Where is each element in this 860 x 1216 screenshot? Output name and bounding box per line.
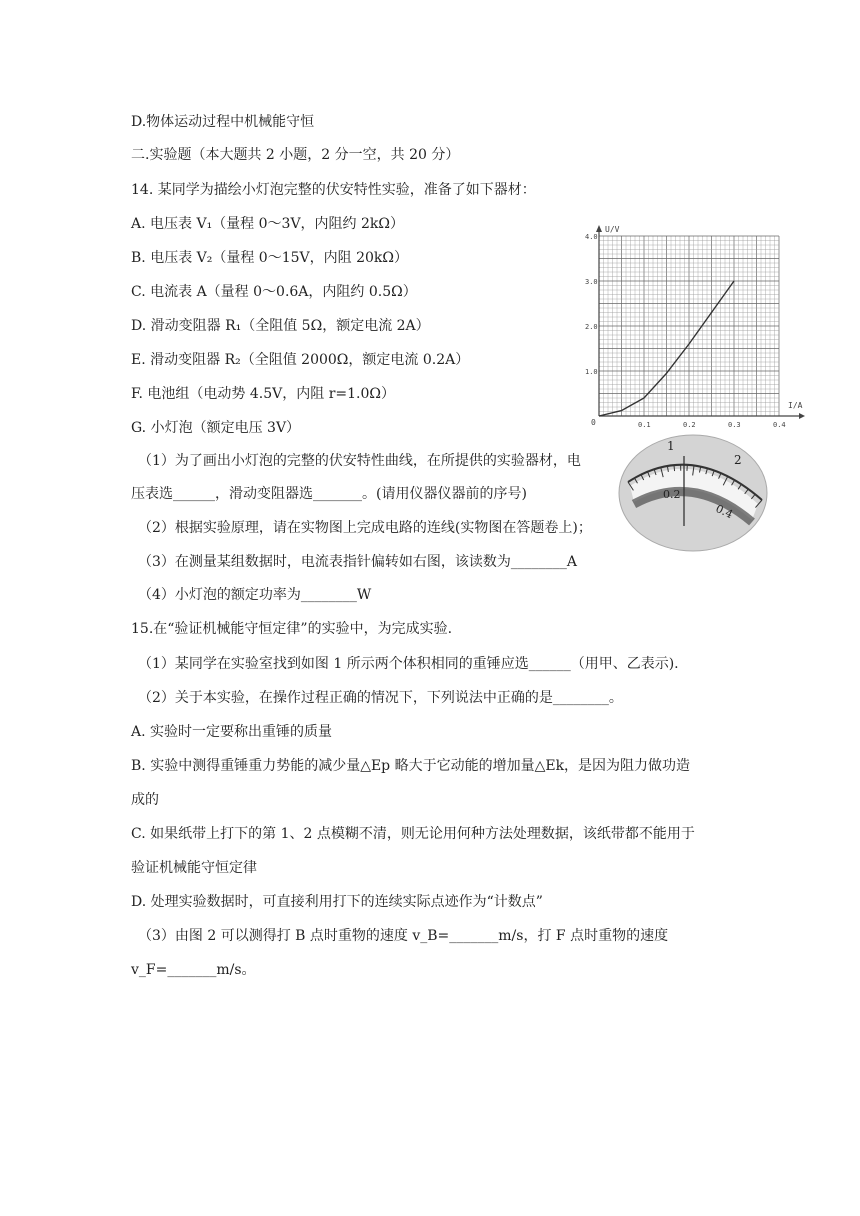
q15-part1: （1）某同学在实验室找到如图 1 所示两个体积相同的重锤应选______（用甲、乙表示). bbox=[138, 656, 679, 672]
x-tick-label: 0.4 bbox=[773, 421, 786, 429]
equipment-g: G. 小灯泡（额定电压 3V） bbox=[131, 420, 301, 436]
q14-part3: （3）在测量某组数据时，电流表指针偏转如右图，该读数为________A bbox=[138, 554, 578, 570]
x-tick-label: 0.1 bbox=[638, 421, 651, 429]
q14-part1-line2: 压表选______，滑动变阻器选_______。(请用仪器仪器前的序号) bbox=[131, 486, 527, 502]
y-tick-label: 4.0 bbox=[585, 233, 598, 241]
section-title: 二.实验题（本大题共 2 小题，2 分一空，共 20 分） bbox=[131, 147, 460, 163]
question-14-stem: 14. 某同学为描绘小灯泡完整的伏安特性实验，准备了如下器材： bbox=[131, 182, 536, 198]
x-tick-label: 0.2 bbox=[683, 421, 696, 429]
q15-option-d: D. 处理实验数据时，可直接利用打下的连续实际点迹作为“计数点” bbox=[131, 894, 543, 910]
question-15-stem: 15.在“验证机械能守恒定律”的实验中，为完成实验. bbox=[131, 621, 453, 637]
q15-part3-line1: （3）由图 2 可以测得打 B 点时重物的速度 v_B=_______m/s，打 F 点时重物的速度 bbox=[138, 928, 669, 944]
y-axis-label: U/V bbox=[605, 225, 620, 234]
equipment-d: D. 滑动变阻器 R₁（全阻值 5Ω，额定电流 2A） bbox=[131, 318, 430, 334]
ammeter-dial bbox=[618, 434, 768, 552]
x-axis-label: I/A bbox=[788, 401, 803, 410]
meter-label-0-4: 0.4 bbox=[713, 502, 735, 522]
equipment-e: E. 滑动变阻器 R₂（全阻值 2000Ω，额定电流 0.2A） bbox=[131, 352, 470, 368]
equipment-a: A. 电压表 V₁（量程 0～3V，内阻约 2kΩ） bbox=[131, 216, 405, 232]
q14-part2: （2）根据实验原理，请在实物图上完成电路的连线(实物图在答题卷上)； bbox=[138, 520, 592, 536]
y-tick-label: 2.0 bbox=[585, 323, 598, 331]
q15-option-c-line1: C. 如果纸带上打下的第 1、2 点模糊不清，则无论用何种方法处理数据，该纸带都不能用于 bbox=[131, 826, 695, 842]
iv-curve-graph bbox=[585, 220, 815, 435]
q15-option-a: A. 实验时一定要称出重锤的质量 bbox=[131, 724, 333, 740]
q15-option-b-line2: 成的 bbox=[131, 792, 159, 808]
q15-part3-line2: v_F=_______m/s。 bbox=[131, 962, 256, 978]
meter-label-2: 2 bbox=[734, 453, 742, 467]
y-tick-label: 1.0 bbox=[585, 368, 598, 376]
equipment-b: B. 电压表 V₂（量程 0～15V，内阻 20kΩ） bbox=[131, 250, 408, 266]
q15-option-b-line1: B. 实验中测得重锤重力势能的减少量△Ep 略大于它动能的增加量△Ek，是因为阻力做功造 bbox=[131, 758, 691, 774]
option-d-line: D.物体运动过程中机械能守恒 bbox=[131, 114, 315, 130]
y-tick-label: 3.0 bbox=[585, 278, 598, 286]
meter-tick bbox=[674, 465, 675, 471]
meter-label-1: 1 bbox=[667, 439, 675, 453]
q15-option-c-line2: 验证机械能守恒定律 bbox=[131, 860, 257, 876]
origin-label: 0 bbox=[591, 418, 596, 427]
equipment-f: F. 电池组（电动势 4.5V，内阻 r=1.0Ω） bbox=[131, 386, 396, 402]
q14-part1-line1: （1）为了画出小灯泡的完整的伏安特性曲线，在所提供的实验器材，电 bbox=[138, 453, 581, 469]
meter-label-0-2: 0.2 bbox=[663, 488, 681, 501]
equipment-c: C. 电流表 A（量程 0～0.6A，内阻约 0.5Ω） bbox=[131, 284, 417, 300]
graph-grid bbox=[599, 236, 779, 416]
q14-part4: （4）小灯泡的额定功率为________W bbox=[138, 587, 372, 603]
x-tick-label: 0.3 bbox=[728, 421, 741, 429]
q15-part2: （2）关于本实验，在操作过程正确的情况下，下列说法中正确的是________。 bbox=[138, 690, 623, 706]
